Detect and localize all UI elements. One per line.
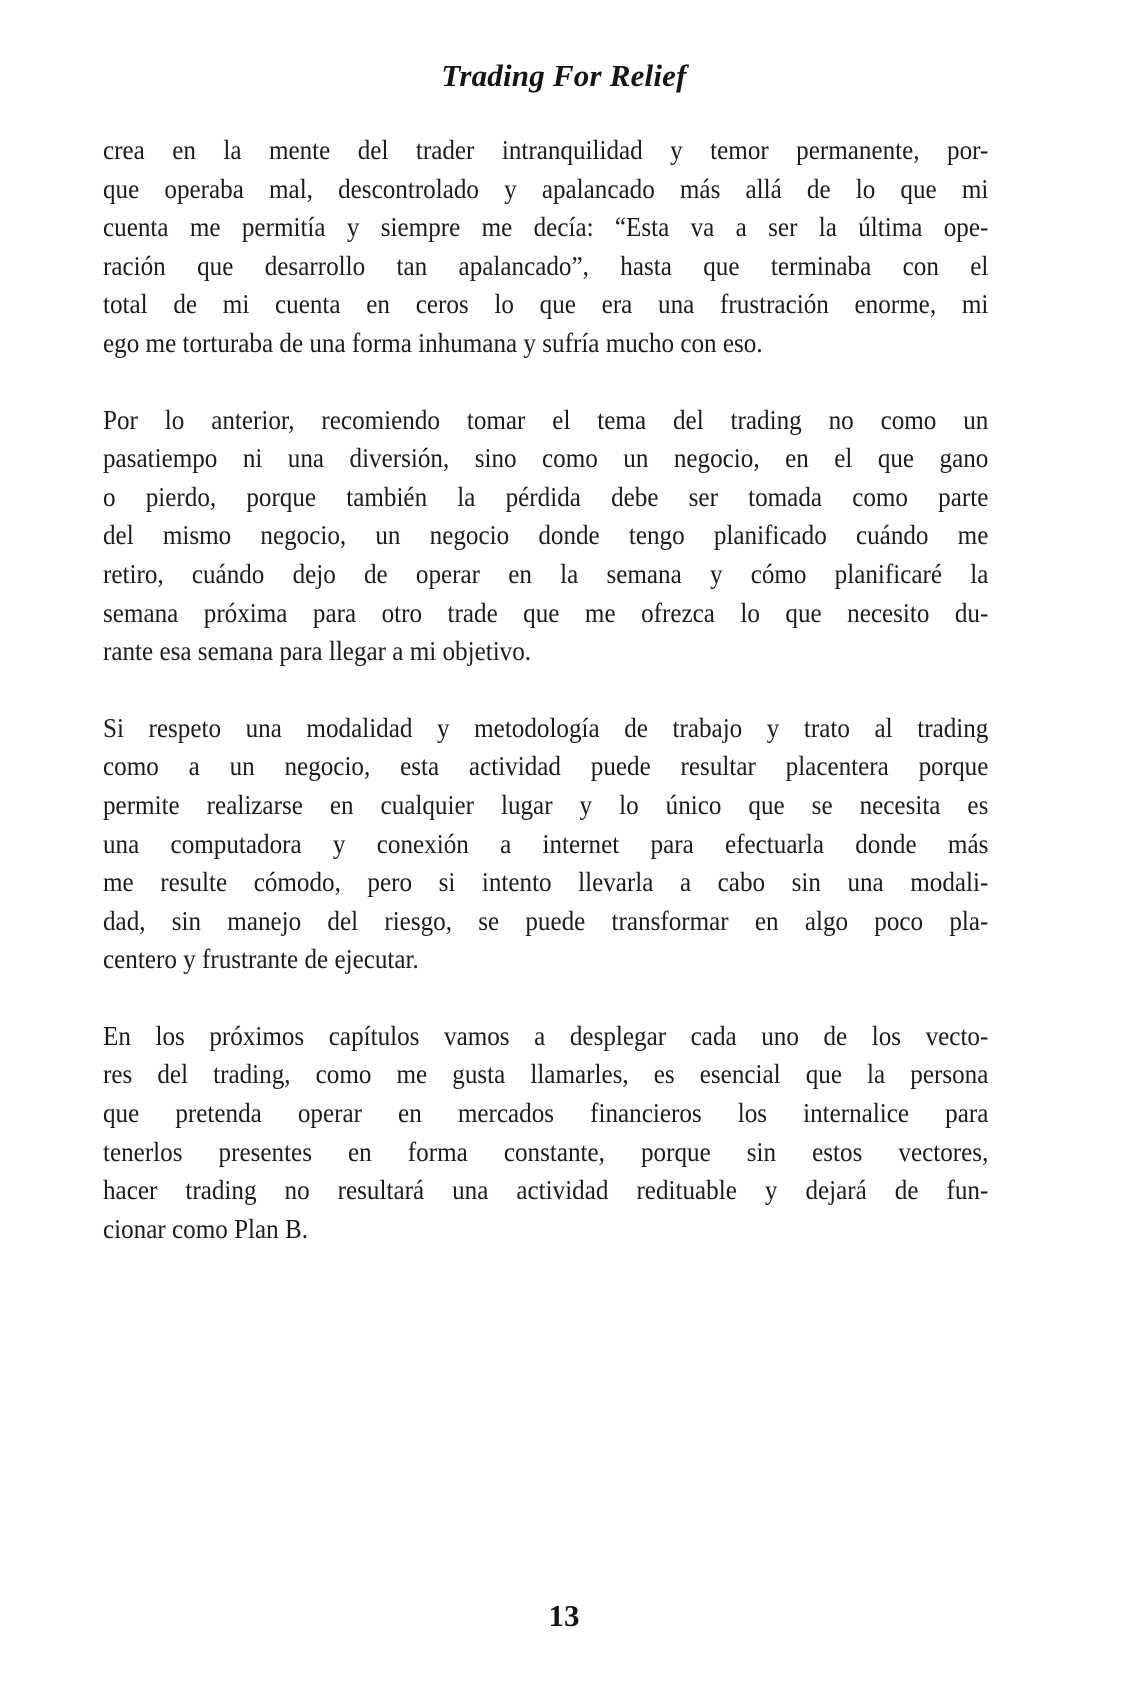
text-line: cionar como Plan B. <box>103 1213 309 1244</box>
text-line: semana próxima para otro trade que me ofrezca lo que necesito du- <box>103 597 989 628</box>
text-line: total de mi cuenta en ceros lo que era una frustración enorme, mi <box>103 289 989 320</box>
paragraph-3 <box>103 709 988 979</box>
text-line: me resulte cómodo, pero si intento llevarla a cabo sin una modali- <box>103 867 989 898</box>
paragraph-4 <box>103 1017 988 1249</box>
text-line: centero y frustrante de ejecutar. <box>103 944 419 975</box>
text-line: En los próximos capítulos vamos a desplegar cada uno de los vecto- <box>103 1020 989 1051</box>
text-line: que operaba mal, descontrolado y apalancado más allá de lo que mi <box>103 173 989 204</box>
paragraph-1 <box>103 131 988 363</box>
text-line: retiro, cuándo dejo de operar en la semana y cómo planificaré la <box>103 558 989 589</box>
text-line: que pretenda operar en mercados financieros los internalice para <box>103 1098 989 1129</box>
text-line: res del trading, como me gusta llamarles, es esencial que la persona <box>103 1059 989 1090</box>
text-line: una computadora y conexión a internet para efectuarla donde más <box>103 828 989 859</box>
text-line: hacer trading no resultará una actividad redituable y dejará de fun- <box>103 1175 989 1206</box>
text-line: como a un negocio, esta actividad puede resultar placentera porque <box>103 751 989 782</box>
text-line: Por lo anterior, recomiendo tomar el tema del trading no como un <box>103 404 989 435</box>
page-number: 13 <box>548 1598 580 1633</box>
text-line: rante esa semana para llegar a mi objetivo. <box>103 636 532 667</box>
paragraph-2 <box>103 401 988 671</box>
text-line: tenerlos presentes en forma constante, porque sin estos vectores, <box>103 1136 989 1167</box>
text-line: dad, sin manejo del riesgo, se puede transformar en algo poco pla- <box>103 905 989 936</box>
text-line: ración que desarrollo tan apalancado”, hasta que terminaba con el <box>103 250 989 281</box>
text-line: permite realizarse en cualquier lugar y lo único que se necesita es <box>103 789 989 820</box>
running-header-title: Trading For Relief <box>441 58 687 93</box>
text-line: ego me torturaba de una forma inhumana y sufría mucho con eso. <box>103 327 763 358</box>
text-line: cuenta me permitía y siempre me decía: “Esta va a ser la última ope- <box>103 212 989 243</box>
body-text <box>103 131 988 1286</box>
text-line: pasatiempo ni una diversión, sino como un negocio, en el que gano <box>103 443 989 474</box>
text-line: crea en la mente del trader intranquilidad y temor permanente, por- <box>103 135 989 165</box>
text-line: o pierdo, porque también la pérdida debe ser tomada como parte <box>103 481 989 512</box>
text-line: Si respeto una modalidad y metodología de trabajo y trato al trading <box>103 712 989 743</box>
text-line: del mismo negocio, un negocio donde tengo planificado cuándo me <box>103 520 989 551</box>
